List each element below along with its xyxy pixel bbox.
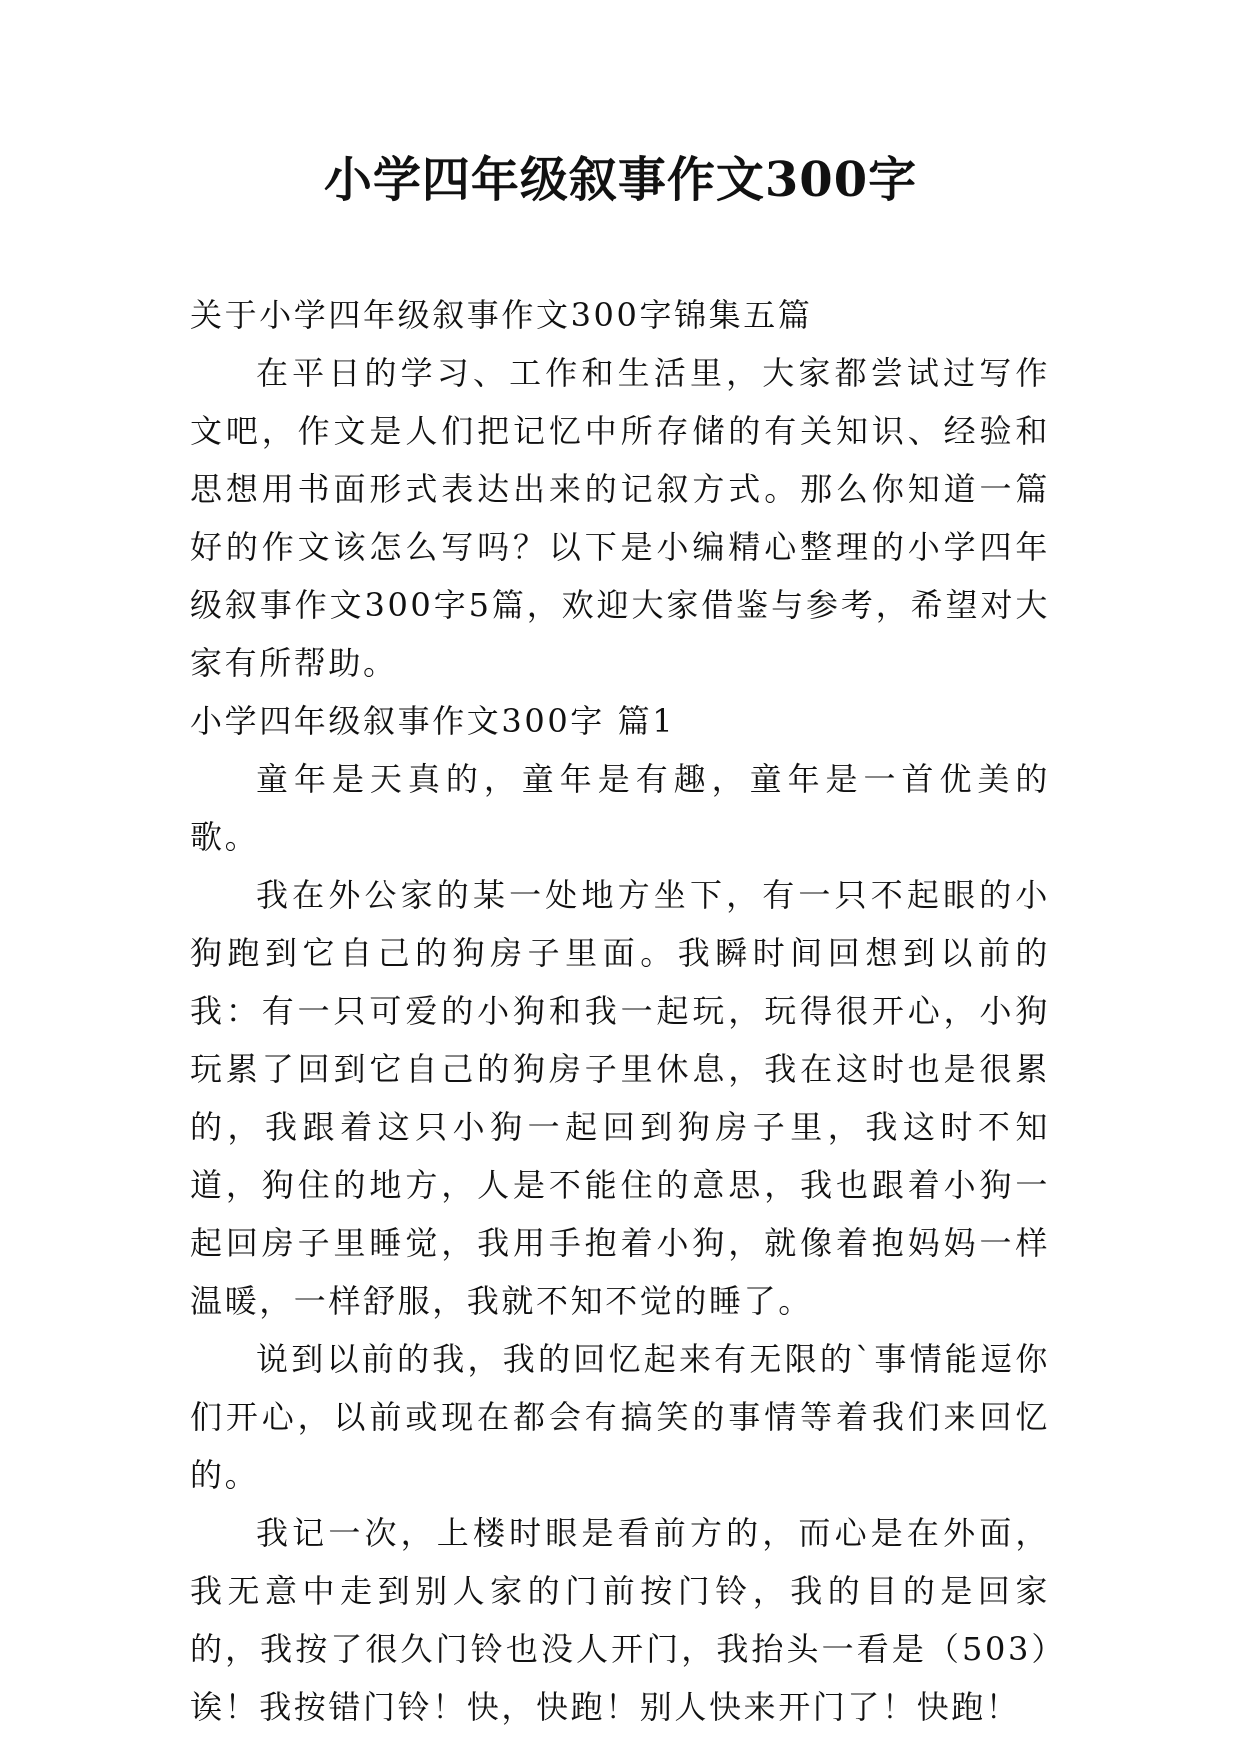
paragraph-3: 说到以前的我，我的回忆起来有无限的`事情能逗你们开心，以前或现在都会有搞笑的事情等着我们来回忆的。 — [190, 1340, 1050, 1494]
section-heading-1: 小学四年级叙事作文300字 篇1 — [190, 702, 676, 740]
intro-heading: 关于小学四年级叙事作文300字锦集五篇 — [190, 296, 813, 334]
document-body — [190, 286, 1050, 1736]
document-title: 小学四年级叙事作文300字 — [323, 152, 918, 208]
intro-paragraph: 在平日的学习、工作和生活里，大家都尝试过写作文吧，作文是人们把记忆中所存储的有关知识、经验和思想用书面形式表达出来的记叙方式。那么你知道一篇好的作文该怎么写吗？以下是小编精心整理的小学四年级叙事作文300字5篇，欢迎大家借鉴与参考，希望对大家有所帮助。 — [190, 354, 1050, 682]
paragraph-1: 童年是天真的，童年是有趣，童年是一首优美的歌。 — [190, 760, 1050, 856]
paragraph-2: 我在外公家的某一处地方坐下，有一只不起眼的小狗跑到它自己的狗房子里面。我瞬时间回想到以前的我：有一只可爱的小狗和我一起玩，玩得很开心，小狗玩累了回到它自己的狗房子里休息，我在这时也是很累的，我跟着这只小狗一起回到狗房子里，我这时不知道，狗住的地方，人是不能住的意思，我也跟着小狗一起回房子里睡觉，我用手抱着小狗，就像着抱妈妈一样温暖，一样舒服，我就不知不觉的睡了。 — [190, 876, 1050, 1320]
paragraph-4: 我记一次，上楼时眼是看前方的，而心是在外面，我无意中走到别人家的门前按门铃，我的目的是回家的，我按了很久门铃也没人开门，我抬头一看是（503）诶！我按错门铃！快，快跑！别人快来开门了！快跑！ — [190, 1514, 1050, 1726]
